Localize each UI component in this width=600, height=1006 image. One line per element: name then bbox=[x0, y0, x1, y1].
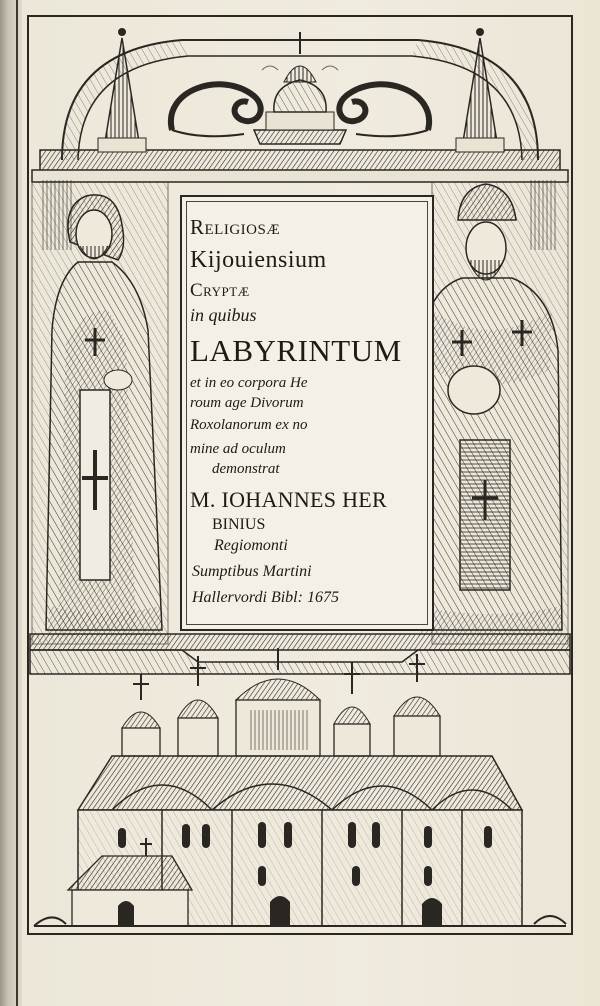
title-tablet bbox=[180, 195, 434, 631]
title-line-subtitle-2: roum age Divorum bbox=[190, 395, 304, 411]
title-line-religiosae: Religiosæ bbox=[190, 215, 281, 239]
church-building bbox=[34, 648, 566, 926]
title-line-publisher-date: Hallervordi Bibl: 1675 bbox=[192, 589, 339, 606]
left-spire bbox=[98, 28, 146, 152]
title-line-subtitle-3: Roxolanorum ex no bbox=[190, 417, 308, 433]
title-line-subtitle-4: mine ad oculum bbox=[190, 441, 286, 457]
title-line-subtitle-1: et in eo corpora He bbox=[190, 375, 308, 391]
frontispiece-engraving bbox=[22, 10, 578, 940]
book-spine bbox=[0, 0, 22, 1006]
title-line-author-cont: BINIUS bbox=[212, 516, 266, 533]
title-line-publisher: Sumptibus Martini bbox=[192, 563, 312, 580]
spine-edge-line bbox=[16, 0, 18, 1006]
title-line-cryptae: Cryptæ bbox=[190, 280, 250, 301]
title-line-in-quibus: in quibus bbox=[190, 305, 257, 325]
title-line-author: M. IOHANNES HER bbox=[190, 487, 387, 512]
title-line-kijouiensium: Kijouiensium bbox=[190, 247, 327, 273]
title-line-place: Regiomonti bbox=[214, 537, 288, 554]
title-line-labyrintum: LABYRINTUM bbox=[190, 333, 402, 368]
stone-ledge bbox=[30, 634, 570, 674]
censer bbox=[254, 32, 346, 144]
title-line-subtitle-5: demonstrat bbox=[212, 461, 280, 477]
